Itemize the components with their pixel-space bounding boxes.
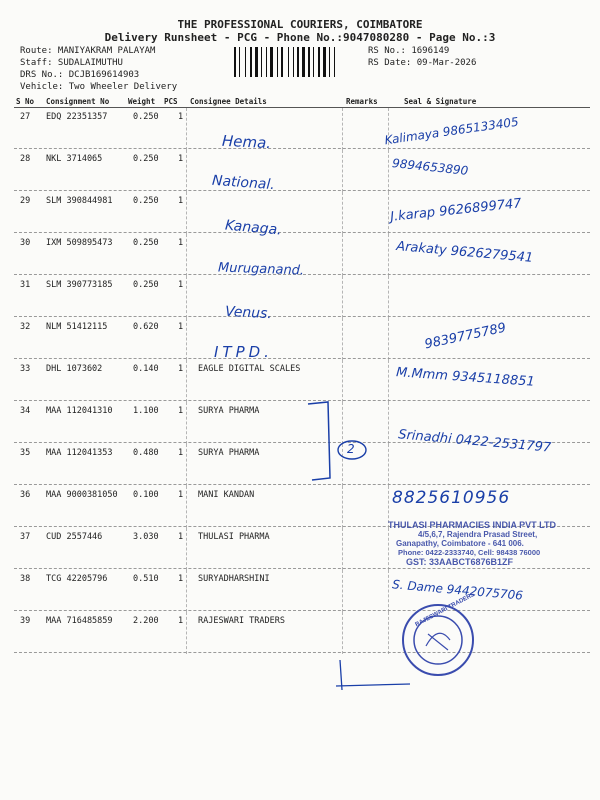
barcode-bar [250, 47, 252, 77]
column-divider [186, 360, 187, 402]
cell-consignment: DHL 1073602 [46, 364, 103, 374]
cell-pcs: 1 [178, 238, 184, 248]
signature: 9839775789 [423, 320, 508, 353]
barcode-bar [302, 47, 305, 77]
barcode-bar [277, 47, 278, 77]
cell-consignee: SURYADHARSHINI [198, 574, 270, 584]
barcode-bar [261, 47, 262, 77]
barcode-bar [281, 47, 283, 77]
column-divider [342, 528, 343, 570]
cell-weight: 0.250 [133, 238, 159, 248]
cell-weight: 0.250 [133, 112, 159, 122]
cell-weight: 3.030 [133, 532, 159, 542]
cell-weight: 0.620 [133, 322, 159, 332]
cell-sno: 29 [20, 196, 31, 206]
cell-sno: 37 [20, 532, 31, 542]
barcode-bar [239, 47, 240, 77]
cell-sno: 32 [20, 322, 31, 332]
cell-pcs: 1 [178, 112, 184, 122]
cell-pcs: 1 [178, 364, 184, 374]
column-divider [342, 108, 343, 150]
cell-weight: 0.250 [133, 196, 159, 206]
column-divider [186, 150, 187, 192]
stamp-gst: GST: 33AABCT6876B1ZF [406, 557, 514, 567]
cell-sno: 30 [20, 238, 31, 248]
column-divider [186, 276, 187, 318]
route-label: Route: MANIYAKRAM PALAYAM [20, 46, 156, 56]
bracket-note: 2 [347, 442, 355, 456]
column-divider [388, 444, 389, 486]
barcode-bar [234, 47, 236, 77]
column-divider [388, 318, 389, 360]
barcode-bar [334, 47, 335, 77]
stamp-phone: Phone: 0422-2333740, Cell: 98438 76000 [398, 548, 541, 557]
cell-sno: 27 [20, 112, 31, 122]
cell-weight: 0.510 [133, 574, 159, 584]
stamp-name: THULASI PHARMACIES INDIA PVT LTD [388, 520, 556, 530]
rs-number: RS No.: 1696149 [368, 46, 450, 56]
col-seal-signature: Seal & Signature [404, 97, 477, 106]
handwritten-name: National. [211, 172, 276, 194]
barcode-bar [313, 47, 314, 77]
column-divider [186, 192, 187, 234]
col-sno: S No [16, 97, 35, 106]
column-divider [342, 612, 343, 654]
column-divider [388, 612, 389, 654]
col-weight: Weight [128, 97, 156, 106]
cell-weight: 2.200 [133, 616, 159, 626]
header-rule [14, 107, 590, 108]
cell-weight: 0.480 [133, 448, 159, 458]
signature: J.karap 9626899747 [389, 196, 523, 225]
column-divider [186, 570, 187, 612]
cell-pcs: 1 [178, 448, 184, 458]
column-divider [388, 402, 389, 444]
signature: 9894653890 [391, 156, 469, 178]
row-rule [14, 316, 590, 317]
cell-consignment: MAA 112041353 [46, 448, 113, 458]
staff-label: Staff: SUDALAIMUTHU [20, 58, 123, 68]
column-divider [342, 570, 343, 612]
cell-weight: 0.250 [133, 154, 159, 164]
column-divider [342, 486, 343, 528]
cell-consignment: TCG 42205796 [46, 574, 108, 584]
stamp-address-line1: 4/5,6,7, Rajendra Prasad Street, [418, 530, 538, 539]
vehicle-label: Vehicle: Two Wheeler Delivery [20, 82, 178, 92]
cell-pcs: 1 [178, 322, 184, 332]
row-rule [14, 358, 590, 359]
signature: 8825610956 [392, 488, 511, 508]
column-divider [342, 360, 343, 402]
col-consignment: Consignment No [46, 97, 110, 106]
column-divider [186, 528, 187, 570]
cell-consignment: SLM 390773185 [46, 280, 113, 290]
company-title: THE PROFESSIONAL COURIERS, COIMBATORE [177, 18, 423, 31]
handwritten-name: Hema. [221, 131, 272, 153]
cell-sno: 38 [20, 574, 31, 584]
row-rule [14, 568, 590, 569]
column-divider [388, 570, 389, 612]
handwritten-name: ITPD. [214, 343, 273, 361]
cell-sno: 36 [20, 490, 31, 500]
cell-consignment: MAA 112041310 [46, 406, 113, 416]
row-rule [14, 610, 590, 611]
column-divider [186, 612, 187, 654]
cell-pcs: 1 [178, 532, 184, 542]
barcode-bar [308, 47, 310, 77]
cell-consignment: MAA 716485859 [46, 616, 113, 626]
cell-sno: 35 [20, 448, 31, 458]
cell-consignment: CUD 2557446 [46, 532, 103, 542]
barcode-bar [270, 47, 273, 77]
cell-sno: 34 [20, 406, 31, 416]
cell-consignment: MAA 9000381050 [46, 490, 118, 500]
barcode [234, 47, 362, 77]
cell-sno: 28 [20, 154, 31, 164]
cell-weight: 0.250 [133, 280, 159, 290]
column-divider [342, 318, 343, 360]
barcode-bar [255, 47, 258, 77]
column-divider [342, 192, 343, 234]
column-divider [342, 276, 343, 318]
stamp-address-line2: Ganapathy, Coimbatore - 641 006. [396, 539, 524, 548]
column-divider [186, 234, 187, 276]
cell-consignment: EDQ 22351357 [46, 112, 108, 122]
column-divider [388, 276, 389, 318]
company-stamp [388, 520, 588, 567]
cell-weight: 1.100 [133, 406, 159, 416]
cell-consignment: NLM 51412115 [46, 322, 108, 332]
seal-text: RAJESWARI TRADERS [414, 591, 476, 629]
cell-sno: 31 [20, 280, 31, 290]
column-divider [388, 150, 389, 192]
col-consignee: Consignee Details [190, 97, 267, 106]
cell-sno: 39 [20, 616, 31, 626]
column-divider [186, 402, 187, 444]
signature: Srinadhi 0422-2531797 [397, 427, 552, 456]
cell-sno: 33 [20, 364, 31, 374]
cell-consignment: IXM 509895473 [46, 238, 113, 248]
row-rule [14, 652, 590, 653]
barcode-bar [297, 47, 299, 77]
column-divider [186, 486, 187, 528]
handwritten-name: Kanaga. [224, 217, 283, 239]
row-rule [14, 232, 590, 233]
signature: Arakaty 9626279541 [395, 239, 534, 266]
col-pcs: PCS [164, 97, 178, 106]
cell-pcs: 1 [178, 406, 184, 416]
bracket-annotation [300, 398, 380, 488]
cell-consignee: SURYA PHARMA [198, 448, 260, 458]
cell-pcs: 1 [178, 616, 184, 626]
barcode-bar [318, 47, 320, 77]
column-divider [186, 318, 187, 360]
column-divider [186, 108, 187, 150]
signature: M.Mmm 9345118851 [395, 365, 536, 390]
cell-consignee: THULASI PHARMA [198, 532, 270, 542]
barcode-bar [288, 47, 289, 77]
signature: S. Dame 9442075706 [391, 577, 524, 603]
cell-consignee: SURYA PHARMA [198, 406, 260, 416]
cell-pcs: 1 [178, 490, 184, 500]
cell-pcs: 1 [178, 574, 184, 584]
column-divider [388, 234, 389, 276]
pen-stroke [330, 650, 450, 700]
barcode-bar [329, 47, 330, 77]
barcode-bar [266, 47, 267, 77]
signature: Kalimaya 9865133405 [383, 114, 520, 148]
column-divider [342, 234, 343, 276]
cell-weight: 0.140 [133, 364, 159, 374]
drs-label: DRS No.: DCJB169614903 [20, 70, 140, 80]
column-divider [388, 192, 389, 234]
barcode-bar [293, 47, 294, 77]
cell-consignment: SLM 390844981 [46, 196, 113, 206]
handwritten-name: Muruganand. [217, 260, 305, 279]
cell-consignee: EAGLE DIGITAL SCALES [198, 364, 301, 374]
col-remarks: Remarks [346, 97, 378, 106]
row-rule [14, 190, 590, 191]
handwritten-name: Venus. [224, 303, 273, 323]
cell-weight: 0.100 [133, 490, 159, 500]
cell-consignment: NKL 3714065 [46, 154, 103, 164]
row-rule [14, 148, 590, 149]
cell-consignee: RAJESWARI TRADERS [198, 616, 285, 626]
cell-pcs: 1 [178, 196, 184, 206]
rs-date: RS Date: 09-Mar-2026 [368, 58, 477, 68]
cell-pcs: 1 [178, 154, 184, 164]
barcode-bar [245, 47, 246, 77]
column-divider [342, 150, 343, 192]
barcode-bar [323, 47, 326, 77]
cell-pcs: 1 [178, 280, 184, 290]
runsheet-title: Delivery Runsheet - PCG - Phone No.:9047080280 - Page No.:3 [104, 31, 496, 44]
cell-consignee: MANI KANDAN [198, 490, 255, 500]
column-divider [388, 360, 389, 402]
column-divider [186, 444, 187, 486]
